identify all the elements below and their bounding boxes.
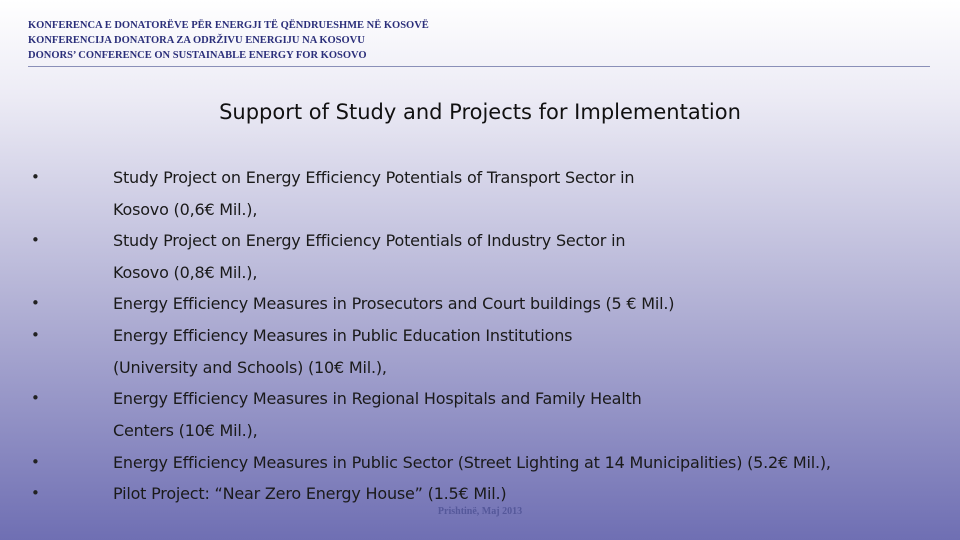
- bullet-text-continuation: Kosovo (0,6€ Mil.),: [113, 200, 258, 219]
- bullet-text: Energy Efficiency Measures in Prosecutors and Court buildings (5 € Mil.): [113, 294, 675, 313]
- bullet-icon: •: [31, 484, 40, 502]
- bullet-text-continuation: Centers (10€ Mil.),: [113, 421, 258, 440]
- bullet-text: Study Project on Energy Efficiency Potentials of Industry Sector in: [113, 231, 626, 250]
- bullet-text: Energy Efficiency Measures in Public Education Institutions: [113, 326, 573, 345]
- header-line-english: DONORS’ CONFERENCE ON SUSTAINABLE ENERGY FOR KOSOVO: [28, 50, 367, 61]
- bullet-text: Pilot Project: “Near Zero Energy House” (1.5€ Mil.): [113, 484, 507, 503]
- bullet-icon: •: [31, 389, 40, 407]
- conference-header: [28, 18, 429, 63]
- bullet-text-continuation: (University and Schools) (10€ Mil.),: [113, 358, 387, 377]
- bullet-icon: •: [31, 453, 40, 471]
- bullet-icon: •: [31, 168, 40, 186]
- bullet-text: Study Project on Energy Efficiency Potentials of Transport Sector in: [113, 168, 635, 187]
- bullet-icon: •: [31, 294, 40, 312]
- header-line-albanian: KONFERENCA E DONATORËVE PËR ENERGJI TË QËNDRUESHME NË KOSOVË: [28, 20, 429, 31]
- bullet-text-continuation: Kosovo (0,8€ Mil.),: [113, 263, 258, 282]
- bullet-text: Energy Efficiency Measures in Regional Hospitals and Family Health: [113, 389, 642, 408]
- bullet-text: Energy Efficiency Measures in Public Sector (Street Lighting at 14 Municipalities) (5.2€ Mil.),: [113, 453, 831, 472]
- header-divider: [28, 66, 930, 67]
- header-line-serbian: KONFERENCIJA DONATORA ZA ODRŽIVU ENERGIJU NA KOSOVU: [28, 35, 365, 46]
- slide-title: Support of Study and Projects for Implementation: [219, 100, 741, 124]
- bullet-icon: •: [31, 231, 40, 249]
- bullet-icon: •: [31, 326, 40, 344]
- footer-place-date: Prishtinë, Maj 2013: [437, 506, 523, 517]
